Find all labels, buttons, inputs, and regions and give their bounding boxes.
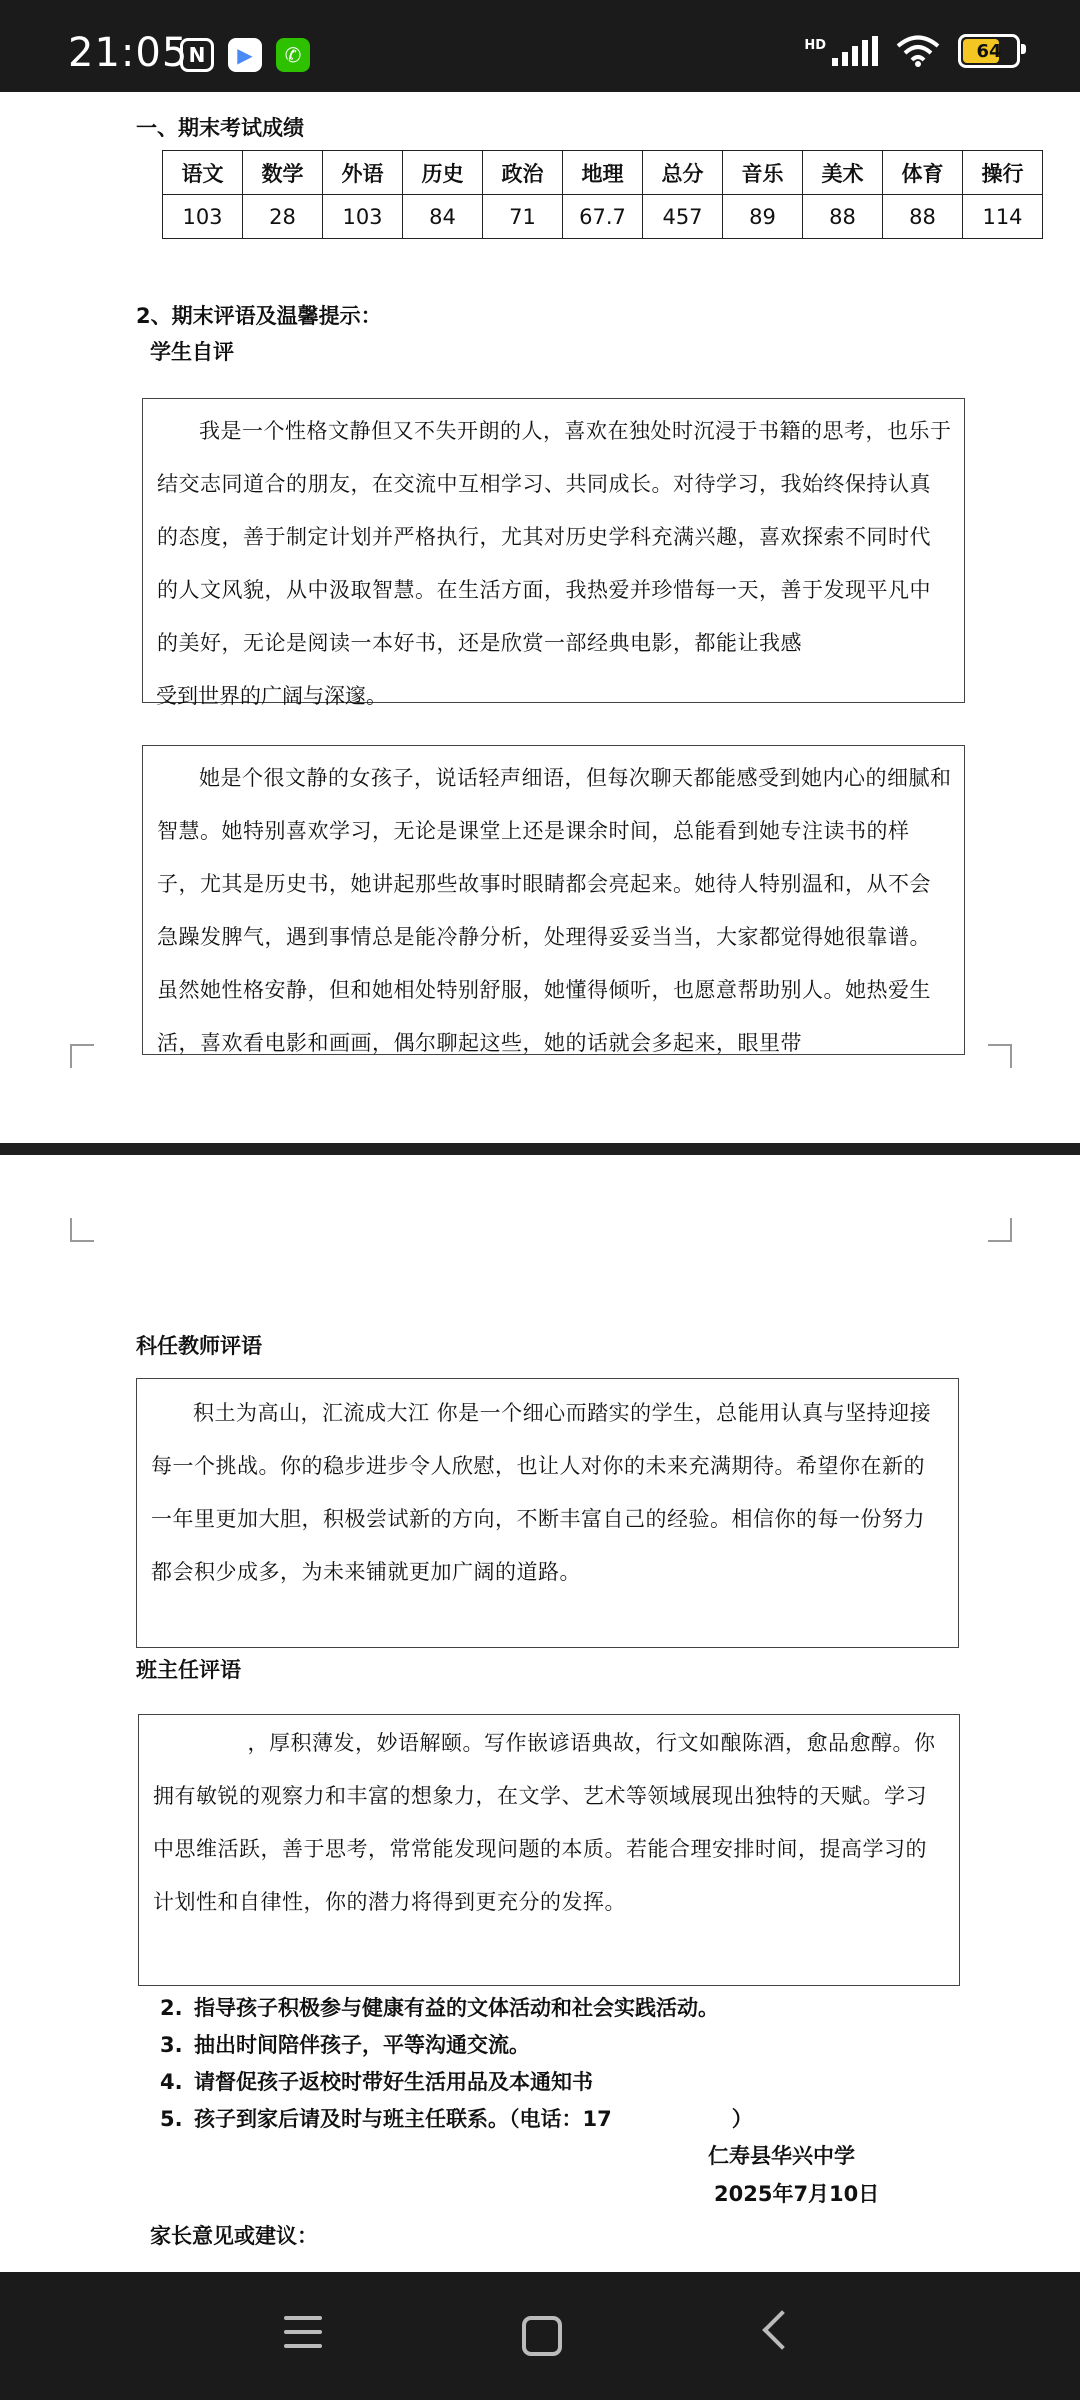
notes-list	[160, 1990, 753, 2138]
self-eval-box	[142, 398, 965, 703]
self-eval-label: 学生自评	[150, 340, 234, 364]
list-item	[160, 2101, 753, 2138]
home-icon[interactable]	[522, 2316, 562, 2356]
signal-icon	[832, 36, 878, 66]
note-number: 5.	[160, 2107, 183, 2131]
navigation-bar	[0, 2272, 1080, 2400]
score-table	[162, 150, 1043, 239]
subject-teacher-box	[136, 1378, 959, 1648]
table-header-cell: 外语	[323, 151, 403, 195]
notification-icons	[180, 38, 310, 72]
table-cell: 88	[883, 195, 963, 239]
subject-teacher-label: 科任教师评语	[136, 1334, 262, 1358]
table-header-cell: 数学	[243, 151, 323, 195]
table-cell: 114	[963, 195, 1043, 239]
peer-eval-text: 她是个很文静的女孩子，说话轻声细语，但每次聊天都能感受到她内心的细腻和智慧。她特别喜欢学习，无论是课堂上还是课余时间，总能看到她专注读书的样子，尤其是历史书，她讲起那些故事时眼睛都会亮起来。她待人特别温和，从不会急躁发脾气，遇到事情总是能冷静分析，处理得妥妥当当，大家都觉得她很靠谱。虽然她性格安静，但和她相处特别舒服，她懂得倾听，也愿意帮助别人。她热爱生活，喜欢看电影和画画，偶尔聊起这些，她的话就会多起来，眼里带	[157, 766, 952, 1055]
battery-level: 64	[976, 40, 1002, 62]
parent-opinion-label: 家长意见或建议：	[150, 2224, 318, 2248]
peer-eval-box	[142, 745, 965, 1055]
table-header-cell: 总分	[643, 151, 723, 195]
self-eval-overflow-text: 受到世界的广阔与深邃。	[156, 684, 387, 708]
note-text: 孩子到家后请及时与班主任联系。（电话：17	[194, 2107, 612, 2131]
note-number: 3.	[160, 2033, 183, 2057]
table-cell: 67.7	[563, 195, 643, 239]
back-icon[interactable]	[762, 2310, 802, 2350]
note-tail: ）	[731, 2107, 753, 2131]
crop-mark	[988, 1218, 1012, 1242]
crop-mark	[988, 1044, 1012, 1068]
issue-date: 2025年7月10日	[714, 2182, 880, 2206]
page-separator	[0, 1143, 1080, 1155]
note-text: 指导孩子积极参与健康有益的文体活动和社会实践活动。	[194, 1996, 719, 2020]
table-header-cell: 历史	[403, 151, 483, 195]
self-eval-text: 我是一个性格文静但又不失开朗的人，喜欢在独处时沉浸于书籍的思考，也乐于结交志同道合的朋友，在交流中互相学习、共同成长。对待学习，我始终保持认真的态度，善于制定计划并严格执行，尤其对历史学科充满兴趣，喜欢探索不同时代的人文风貌，从中汲取智慧。在生活方面，我热爱并珍惜每一天，善于发现平凡中的美好，无论是阅读一本好书，还是欣赏一部经典电影，都能让我感	[157, 419, 952, 655]
menu-icon[interactable]	[284, 2316, 322, 2358]
school-name: 仁寿县华兴中学	[708, 2144, 855, 2168]
table-cell: 84	[403, 195, 483, 239]
wifi-icon	[896, 35, 940, 67]
status-bar	[0, 0, 1080, 92]
battery-icon	[958, 34, 1020, 68]
list-item	[160, 1990, 753, 2027]
status-time: 21:05	[68, 30, 189, 76]
table-cell: 103	[323, 195, 403, 239]
table-cell: 89	[723, 195, 803, 239]
section1-heading: 一、期末考试成绩	[136, 116, 304, 140]
crop-mark	[70, 1044, 94, 1068]
table-header-cell: 操行	[963, 151, 1043, 195]
hd-label: HD	[804, 37, 826, 53]
note-number: 4.	[160, 2070, 183, 2094]
table-header-cell: 美术	[803, 151, 883, 195]
note-number: 2.	[160, 1996, 183, 2020]
list-item	[160, 2064, 753, 2101]
system-indicators	[804, 34, 1020, 68]
nfc-icon: N	[180, 38, 214, 72]
note-text: 抽出时间陪伴孩子，平等沟通交流。	[194, 2033, 530, 2057]
table-cell: 457	[643, 195, 723, 239]
table-header-cell: 地理	[563, 151, 643, 195]
score-table-header-row	[163, 151, 1043, 195]
head-teacher-box	[138, 1714, 960, 1986]
redacted-phone	[612, 2109, 732, 2131]
subject-teacher-text: 积土为高山，汇流成大江 你是一个细心而踏实的学生，总能用认真与坚持迎接每一个挑战。你的稳步进步令人欣慰，也让人对你的未来充满期待。希望你在新的一年里更加大胆，积极尝试新的方向，不断丰富自己的经验。相信你的每一份努力都会积少成多，为未来铺就更加广阔的道路。	[151, 1401, 932, 1584]
score-table-value-row	[163, 195, 1043, 239]
section2-heading: 2、期末评语及温馨提示：	[136, 304, 382, 328]
head-teacher-label: 班主任评语	[136, 1658, 241, 1682]
table-cell: 71	[483, 195, 563, 239]
head-teacher-text: ，厚积薄发，妙语解颐。写作嵌谚语典故，行文如酿陈酒，愈品愈醇。你拥有敏锐的观察力和丰富的想象力，在文学、艺术等领域展现出独特的天赋。学习中思维活跃，善于思考，常常能发现问题的本质。若能合理安排时间，提高学习的计划性和自律性，你的潜力将得到更充分的发挥。	[153, 1731, 936, 1914]
table-header-cell: 音乐	[723, 151, 803, 195]
list-item	[160, 2027, 753, 2064]
table-header-cell: 语文	[163, 151, 243, 195]
table-cell: 88	[803, 195, 883, 239]
table-header-cell: 政治	[483, 151, 563, 195]
table-header-cell: 体育	[883, 151, 963, 195]
wechat-icon: ✆	[276, 38, 310, 72]
table-cell: 103	[163, 195, 243, 239]
note-text: 请督促孩子返校时带好生活用品及本通知书	[194, 2070, 593, 2094]
crop-mark	[70, 1218, 94, 1242]
table-cell: 28	[243, 195, 323, 239]
play-store-icon: ▶	[228, 38, 262, 72]
